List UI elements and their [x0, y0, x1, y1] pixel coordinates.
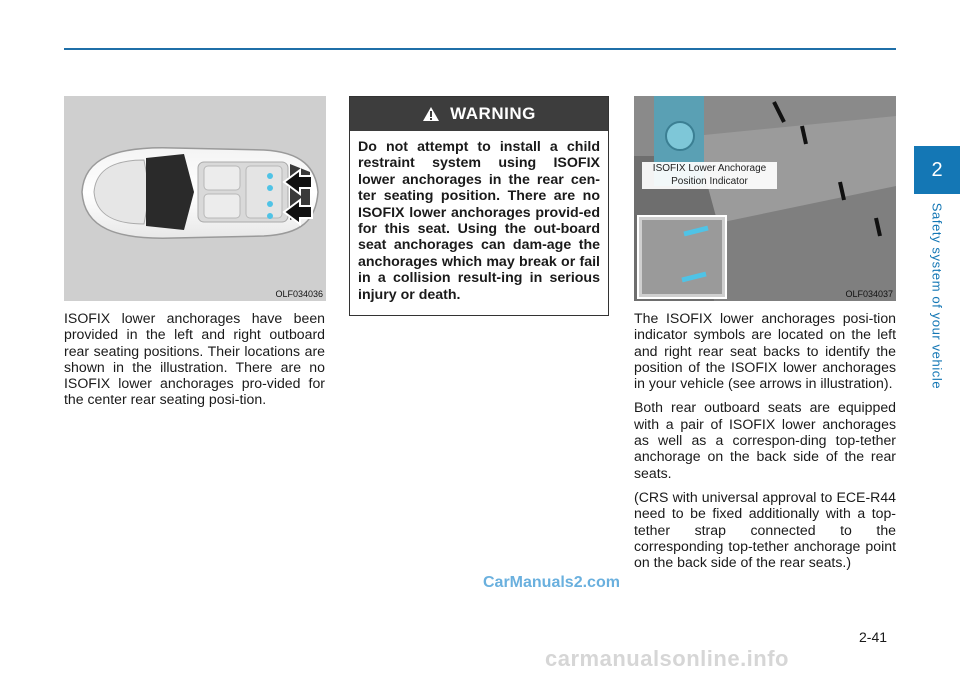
chapter-number-tab: 2: [914, 146, 960, 194]
anchorage-indicator-callout: ISOFIX Lower Anchorage Position Indicator: [642, 162, 777, 189]
figure-code: OLF034036: [275, 289, 323, 299]
car-top-view-figure: [64, 96, 326, 301]
chapter-title: Safety system of your vehicle: [929, 202, 945, 390]
rear-seat-figure: [634, 96, 896, 301]
left-paragraph-text: ISOFIX lower anchorages have been provided in the left and right outboard rear seating positions. Their locations are shown in the illustration. There are no ISOFIX lower anchorages pro-vided for the center rear seating posi-tion.: [64, 310, 325, 408]
car-top-view-arrows-icon: [64, 96, 326, 301]
rear-seat-anchorage-photo-icon: [634, 96, 896, 301]
page-number: 2-41: [859, 629, 888, 645]
watermark-top: CarManuals2.com: [483, 574, 620, 591]
warning-text: Do not attempt to install a child restraint system using ISOFIX lower anchorages in the rear cen-ter seating position. There are no ISOFIX lower anchorages provid-ed for this seat. Using the out-board seat anchorages can dam-age the anchorages which may break or fail in a collision result-ing in serious injury or death.: [358, 139, 600, 303]
warning-triangle-icon: [422, 106, 440, 122]
warning-box: [349, 96, 609, 316]
right-paragraph-3: (CRS with universal approval to ECE-R44 need to be fixed additionally with a top-tether strap connected to the corresponding top-tether anchorage point on the back side of the rear seats.): [634, 488, 896, 571]
right-column-text: [634, 310, 896, 578]
header-rule: [64, 48, 896, 50]
left-paragraph: [64, 310, 325, 416]
right-paragraph-1: The ISOFIX lower anchorages posi-tion indicator symbols are located on the left and right rear seat backs to identify the position of the ISOFIX lower anchorages in your vehicle (see arrows in illustration).: [634, 310, 896, 392]
right-paragraph-2: Both rear outboard seats are equipped with a pair of ISOFIX lower anchorages as well as a correspon-ding top-tether anchorage on the back side of the rear seats.: [634, 399, 896, 481]
figure-code: OLF034037: [845, 289, 893, 299]
warning-title: WARNING: [450, 104, 536, 123]
watermark-bottom: carmanualsonline.info: [545, 646, 789, 671]
warning-header: [350, 97, 608, 131]
